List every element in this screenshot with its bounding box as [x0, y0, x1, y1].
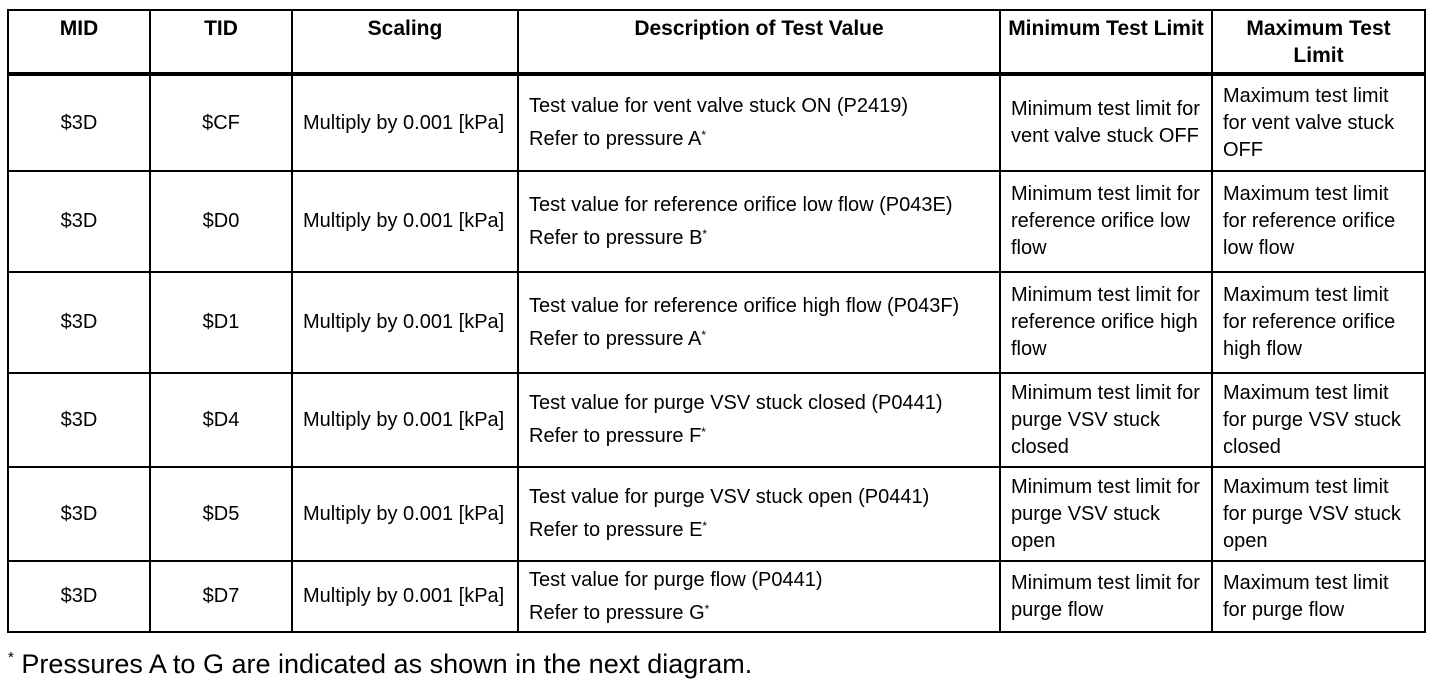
pressure-reference: Refer to pressure F	[529, 425, 702, 447]
monitor-test-table	[7, 9, 1426, 633]
cell-tid: $D1	[150, 272, 292, 373]
cell-min-limit: Minimum test limit for reference orifice high flow	[1000, 272, 1212, 373]
cell-mid: $3D	[8, 272, 150, 373]
cell-max-limit: Maximum test limit for reference orifice low flow	[1212, 171, 1425, 272]
description-text: Test value for purge VSV stuck open (P0441)	[529, 486, 930, 508]
cell-scaling: Multiply by 0.001 [kPa]	[292, 561, 518, 632]
asterisk-mark: *	[701, 425, 706, 439]
cell-tid: $D5	[150, 467, 292, 561]
cell-mid: $3D	[8, 373, 150, 467]
cell-mid: $3D	[8, 74, 150, 171]
header-max-limit: Maximum Test Limit	[1212, 10, 1425, 74]
cell-tid: $D4	[150, 373, 292, 467]
header-tid: TID	[150, 10, 292, 74]
cell-max-limit: Maximum test limit for purge VSV stuck open	[1212, 467, 1425, 561]
description-text: Test value for vent valve stuck ON (P2419)	[529, 95, 909, 117]
cell-max-limit: Maximum test limit for reference orifice high flow	[1212, 272, 1425, 373]
footnote-asterisk: *	[8, 649, 14, 666]
footnote	[8, 648, 752, 680]
header-row	[8, 10, 1425, 74]
cell-min-limit: Minimum test limit for purge VSV stuck closed	[1000, 373, 1212, 467]
table-row	[8, 171, 1425, 272]
cell-min-limit: Minimum test limit for purge flow	[1000, 561, 1212, 632]
description-text: Test value for reference orifice high flow (P043F)	[529, 294, 960, 317]
pressure-reference: Refer to pressure A	[529, 128, 702, 150]
pressure-reference: Refer to pressure E	[529, 519, 703, 541]
table-row	[8, 561, 1425, 632]
cell-description	[518, 561, 1000, 632]
table-row	[8, 74, 1425, 171]
header-min-limit: Minimum Test Limit	[1000, 10, 1212, 74]
cell-min-limit: Minimum test limit for reference orifice low flow	[1000, 171, 1212, 272]
cell-description	[518, 74, 1000, 171]
asterisk-mark: *	[701, 327, 706, 342]
cell-min-limit: Minimum test limit for vent valve stuck OFF	[1000, 74, 1212, 171]
cell-scaling: Multiply by 0.001 [kPa]	[292, 467, 518, 561]
table-row	[8, 467, 1425, 561]
header-mid: MID	[8, 10, 150, 74]
cell-max-limit: Maximum test limit for purge VSV stuck closed	[1212, 373, 1425, 467]
cell-mid: $3D	[8, 561, 150, 632]
cell-description	[518, 373, 1000, 467]
cell-mid: $3D	[8, 171, 150, 272]
description-text: Test value for purge flow (P0441)	[529, 568, 823, 591]
pressure-reference: Refer to pressure B	[529, 226, 703, 249]
footnote-text: Pressures A to G are indicated as shown in the next diagram.	[21, 649, 753, 679]
cell-max-limit: Maximum test limit for purge flow	[1212, 561, 1425, 632]
cell-min-limit: Minimum test limit for purge VSV stuck open	[1000, 467, 1212, 561]
cell-description	[518, 467, 1000, 561]
cell-mid: $3D	[8, 467, 150, 561]
cell-description	[518, 171, 1000, 272]
description-text: Test value for reference orifice low flow (P043E)	[529, 193, 953, 216]
description-text: Test value for purge VSV stuck closed (P0441)	[529, 392, 943, 414]
asterisk-mark: *	[702, 519, 708, 533]
cell-description	[518, 272, 1000, 373]
header-description: Description of Test Value	[518, 10, 1000, 74]
asterisk-mark: *	[704, 601, 710, 616]
pressure-reference: Refer to pressure G	[529, 601, 705, 624]
cell-scaling: Multiply by 0.001 [kPa]	[292, 74, 518, 171]
cell-scaling: Multiply by 0.001 [kPa]	[292, 272, 518, 373]
cell-scaling: Multiply by 0.001 [kPa]	[292, 373, 518, 467]
asterisk-mark: *	[701, 128, 706, 142]
asterisk-mark: *	[702, 226, 708, 241]
cell-tid: $D0	[150, 171, 292, 272]
cell-scaling: Multiply by 0.001 [kPa]	[292, 171, 518, 272]
pressure-reference: Refer to pressure A	[529, 327, 702, 350]
cell-max-limit: Maximum test limit for vent valve stuck OFF	[1212, 74, 1425, 171]
table-row	[8, 272, 1425, 373]
cell-tid: $D7	[150, 561, 292, 632]
header-scaling: Scaling	[292, 10, 518, 74]
cell-tid: $CF	[150, 74, 292, 171]
table-row	[8, 373, 1425, 467]
